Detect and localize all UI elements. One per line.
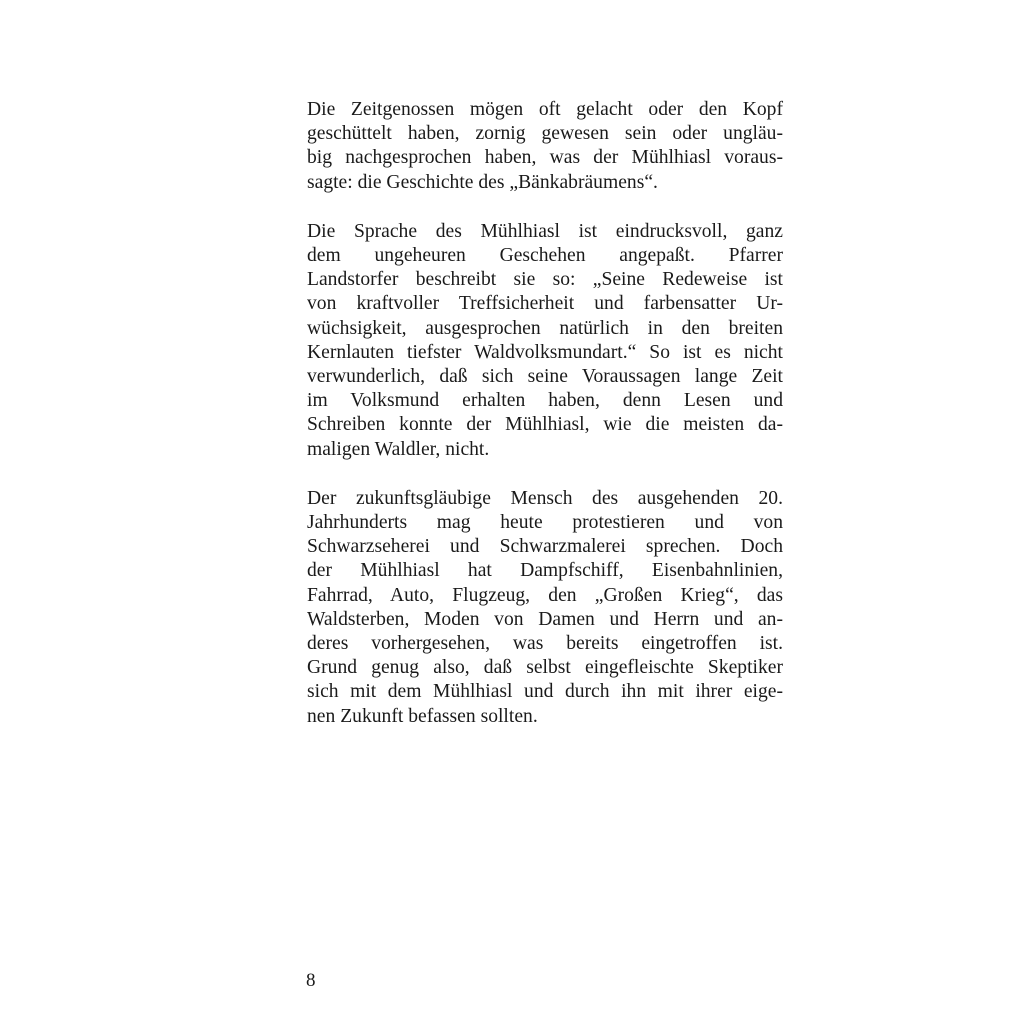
text-line: der Mühlhiasl hat Dampfschiff, Eisenbahnlinien, (307, 560, 783, 582)
text-line: von kraftvoller Treffsicherheit und farbensatter Ur- (307, 293, 783, 315)
text-line: sagte: die Geschichte des „Bänkabräumens“. (307, 171, 658, 193)
text-line: Landstorfer beschreibt sie so: „Seine Redeweise ist (307, 269, 783, 291)
page-number: 8 (306, 970, 316, 991)
text-line: nen Zukunft befassen sollten. (307, 705, 538, 727)
text-line: Waldsterben, Moden von Damen und Herrn und an- (307, 608, 783, 630)
text-line: Der zukunftsgläubige Mensch des ausgehenden 20. (307, 487, 783, 509)
text-line: Kernlauten tiefster Waldvolksmundart.“ So ist es nicht (307, 341, 783, 363)
text-line: Schwarzseherei und Schwarzmalerei sprechen. Doch (307, 536, 783, 558)
page-body (307, 98, 783, 754)
text-line: Schreiben konnte der Mühlhiasl, wie die meisten da- (307, 414, 783, 436)
text-line: verwunderlich, daß sich seine Voraussagen lange Zeit (307, 366, 783, 388)
paragraph-2 (307, 220, 783, 462)
paragraph-3 (307, 487, 783, 729)
text-line: dem ungeheuren Geschehen angepaßt. Pfarrer (307, 245, 783, 267)
text-line: Fahrrad, Auto, Flugzeug, den „Großen Krieg“, das (307, 584, 783, 606)
text-line: geschüttelt haben, zornig gewesen sein oder ungläu- (307, 123, 783, 145)
text-line: Jahrhunderts mag heute protestieren und von (307, 512, 783, 534)
text-line: Die Sprache des Mühlhiasl ist eindrucksvoll, ganz (307, 220, 783, 242)
text-line: Die Zeitgenossen mögen oft gelacht oder den Kopf (307, 99, 783, 120)
paragraph-1 (307, 98, 783, 195)
text-line: im Volksmund erhalten haben, denn Lesen und (307, 390, 783, 412)
text-line: deres vorhergesehen, was bereits eingetroffen ist. (307, 633, 783, 655)
text-line: big nachgesprochen haben, was der Mühlhiasl voraus- (307, 147, 783, 169)
text-line: wüchsigkeit, ausgesprochen natürlich in den breiten (307, 317, 783, 339)
text-line: maligen Waldler, nicht. (307, 438, 490, 460)
text-line: Grund genug also, daß selbst eingefleischte Skeptiker (307, 657, 783, 679)
text-line: sich mit dem Mühlhiasl und durch ihn mit ihrer eige- (307, 681, 783, 703)
